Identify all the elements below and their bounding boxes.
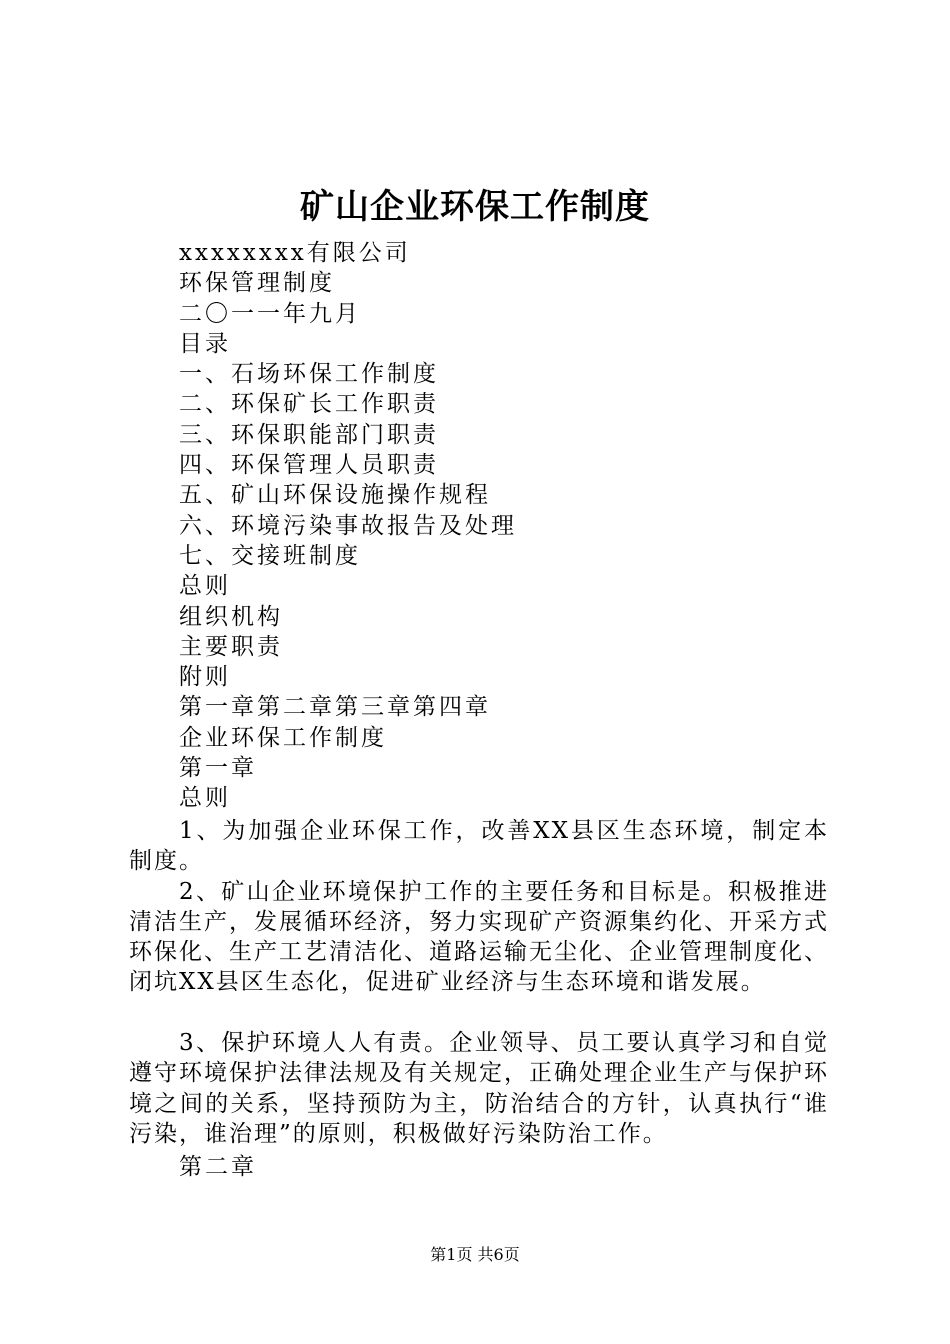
date-line: 二〇一一年九月 bbox=[179, 300, 361, 327]
system-name: 环保管理制度 bbox=[179, 270, 335, 297]
toc-item: 三、环保职能部门职责 bbox=[179, 421, 439, 448]
chapter-subheading: 总则 bbox=[179, 785, 231, 812]
section-label: 主要职责 bbox=[179, 633, 283, 660]
subtitle: 企业环保工作制度 bbox=[179, 724, 387, 751]
toc-item: 五、矿山环保设施操作规程 bbox=[179, 482, 491, 509]
document-title: 矿山企业环保工作制度 bbox=[300, 187, 650, 227]
body-paragraph-group-1 bbox=[129, 816, 829, 998]
chapter-list: 第一章第二章第三章第四章 bbox=[179, 694, 491, 721]
company-name: xxxxxxxx有限公司 bbox=[179, 240, 411, 266]
section-label: 组织机构 bbox=[179, 603, 283, 630]
section-label: 总则 bbox=[179, 573, 231, 600]
chapter-heading: 第二章 bbox=[179, 1154, 257, 1180]
body-paragraph-group-2 bbox=[129, 1028, 829, 1149]
chapter-heading: 第一章 bbox=[179, 755, 257, 782]
body-paragraph: 2、矿山企业环境保护工作的主要任务和目标是。积极推进清洁生产，发展循环经济，努力实现矿产资源集约化、开采方式环保化、生产工艺清洁化、道路运输无尘化、企业管理制度化、闭坑XX县区生态化，促进矿业经济与生态环境和谐发展。 bbox=[129, 878, 829, 996]
toc-item: 七、交接班制度 bbox=[179, 542, 361, 569]
section-label: 附则 bbox=[179, 664, 231, 691]
toc-item: 二、环保矿长工作职责 bbox=[179, 391, 439, 418]
toc-item: 四、环保管理人员职责 bbox=[179, 452, 439, 479]
header-lines bbox=[179, 238, 839, 814]
toc-item: 一、石场环保工作制度 bbox=[179, 361, 439, 388]
body-paragraph: 3、保护环境人人有责。企业领导、员工要认真学习和自觉遵守环境保护法律法规及有关规定，正确处理企业生产与保护环境之间的关系，坚持预防为主，防治结合的方针，认真执行“谁污染，谁治理”的原则，积极做好污染防治工作。 bbox=[129, 1030, 829, 1147]
page-footer: 第1页 共6页 bbox=[430, 1245, 520, 1264]
body-paragraph: 1、为加强企业环保工作，改善XX县区生态环境，制定本制度。 bbox=[129, 818, 829, 875]
toc-item: 六、环境污染事故报告及处理 bbox=[179, 512, 517, 539]
toc-heading: 目录 bbox=[179, 330, 231, 357]
